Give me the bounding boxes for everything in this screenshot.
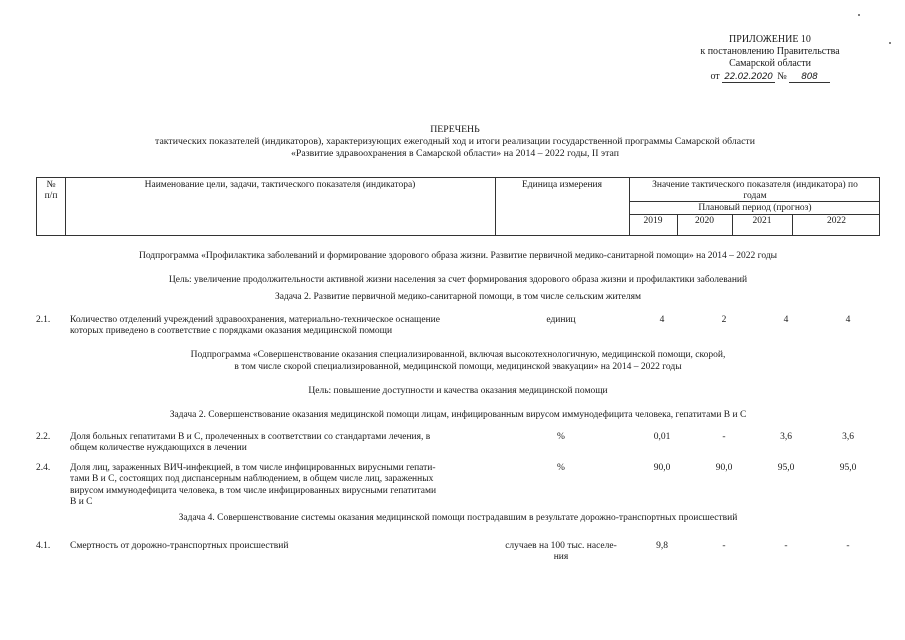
annex-date-value: 22.02.2020 <box>724 71 773 82</box>
header-year-2021: 2021 <box>752 216 772 226</box>
table-row <box>0 463 905 511</box>
row-number: 4.1. <box>36 541 51 551</box>
annex-line3: Самарской области <box>729 58 811 70</box>
task-4-heading: Задача 4. Совершенствование системы оказания медицинской помощи пострадавшим в результате дорожно-транспортных происшествий <box>178 513 738 523</box>
title-line2: тактических показателей (индикаторов), характеризующих ежегодный ход и итоги реализации государственной программы Самарской области <box>155 135 755 147</box>
annex-number-prefix: № <box>777 70 787 82</box>
row-name: Доля лиц, зараженных ВИЧ-инфекцией, в том числе инфицированных вирусными гепати- тами В и С, состоящих под диспансерным наблюдением, в общем числе лиц, зараженных вирусом иммунодефицита человека, в том числе инфицированных вирусными гепатитами В и С <box>70 463 437 508</box>
row-unit: единиц <box>546 315 576 325</box>
row-name: Смертность от дорожно-транспортных происшествий <box>70 541 289 551</box>
row-name: Количество отделений учреждений здравоохранения, материально-техническое оснащение которых приведено в соответствие с порядками оказания медицинской помощи <box>70 315 440 337</box>
scan-speck <box>858 14 860 16</box>
header-value: Значение тактического показателя (индикатора) по годам <box>652 180 858 202</box>
document-title <box>60 124 850 160</box>
goal-1-heading: Цель: увеличение продолжительности активной жизни населения за счет формирования здорового образа жизни и профилактики заболеваний <box>168 275 748 285</box>
row-value-2022: 4 <box>845 315 851 325</box>
row-value-2019: 0,01 <box>653 432 671 442</box>
row-value-2020: 2 <box>721 315 727 325</box>
subprogram-1-heading: Подпрограмма «Профилактика заболеваний и формирование здорового образа жизни. Развитие первичной медико-санитарной помощи» на 2014 – 2022 годы <box>138 251 778 261</box>
header-year-2022: 2022 <box>827 216 846 226</box>
row-value-2021: 4 <box>783 315 789 325</box>
row-value-2019: 9,8 <box>656 541 668 551</box>
row-value-2022: 95,0 <box>839 463 857 473</box>
header-year-2019: 2019 <box>643 216 663 226</box>
row-value-2021: 3,6 <box>780 432 792 442</box>
header-planned-period: Плановый период (прогноз) <box>698 203 812 213</box>
annex-date-line <box>660 71 880 83</box>
table-header <box>36 177 880 236</box>
annex-line2: к постановлению Правительства <box>700 46 840 58</box>
row-unit: случаев на 100 тыс. населе- ния <box>505 541 617 563</box>
annex-line1: ПРИЛОЖЕНИЕ 10 <box>729 34 811 45</box>
row-value-2020: - <box>722 432 726 442</box>
task-2-heading: Задача 2. Совершенствование оказания медицинской помощи лицам, инфицированным вирусом иммунодефицита человека, гепатитами В и С <box>169 410 747 420</box>
table-row <box>0 541 905 569</box>
row-value-2021: 95,0 <box>777 463 795 473</box>
row-name: Доля больных гепатитами В и С, пролеченных в соответствии со стандартами лечения, в общем количестве нуждающихся в лечении <box>70 432 431 454</box>
title-line1: ПЕРЕЧЕНЬ <box>430 124 480 135</box>
header-name: Наименование цели, задачи, тактического показателя (индикатора) <box>144 180 416 190</box>
annex-header <box>660 34 880 83</box>
header-year-2020: 2020 <box>695 216 714 226</box>
row-value-2019: 4 <box>659 315 665 325</box>
row-unit: % <box>557 463 565 473</box>
row-value-2022: - <box>846 541 850 551</box>
annex-number-value: 808 <box>789 72 829 83</box>
row-number: 2.1. <box>36 315 51 325</box>
row-value-2020: 90,0 <box>715 463 733 473</box>
row-unit: % <box>557 432 565 442</box>
task-1-heading: Задача 2. Развитие первичной медико-санитарной помощи, в том числе сельским жителям <box>274 292 642 302</box>
row-value-2022: 3,6 <box>842 432 854 442</box>
header-unit: Единица измерения <box>522 180 602 190</box>
row-value-2019: 90,0 <box>653 463 671 473</box>
row-number: 2.2. <box>36 432 51 442</box>
table-row <box>0 315 905 345</box>
header-num: № п/п <box>44 180 58 202</box>
annex-date-prefix: от <box>710 70 720 82</box>
goal-2-heading: Цель: повышение доступности и качества оказания медицинской помощи <box>308 386 608 396</box>
row-value-2021: - <box>784 541 788 551</box>
table-row <box>0 432 905 460</box>
subprogram-2-heading: Подпрограмма «Совершенствование оказания специализированной, включая высокотехнологичную, медицинской помощи, скорой, в том числе скорой специализированной, медицинской помощи, медицинской эвакуации» на 2014 – 2022 годы <box>190 350 726 372</box>
row-value-2020: - <box>722 541 726 551</box>
row-number: 2.4. <box>36 463 51 473</box>
title-line3: «Развитие здравоохранения в Самарской области» на 2014 – 2022 годы, II этап <box>291 147 619 159</box>
scan-speck <box>889 42 891 44</box>
